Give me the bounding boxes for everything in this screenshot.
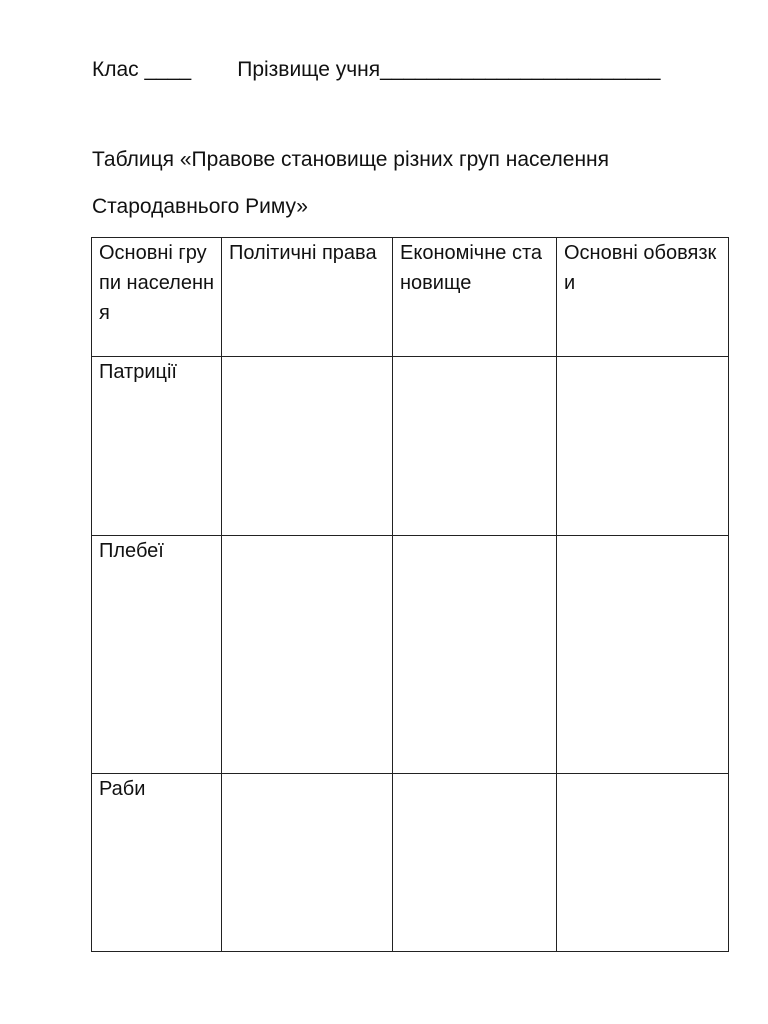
class-label: Клас ____	[92, 58, 192, 81]
row-label-patricians: Патриції	[92, 357, 222, 536]
answer-cell[interactable]	[393, 536, 557, 774]
answer-cell[interactable]	[393, 774, 557, 952]
table-title-line-1: Таблиця «Правове становище різних груп населення	[92, 148, 610, 171]
column-header-political-rights: Політичні права	[222, 238, 393, 357]
column-header-duties: Основні обовязки	[557, 238, 729, 357]
header-line	[92, 55, 660, 85]
answer-cell[interactable]	[222, 357, 393, 536]
legal-status-table	[91, 237, 729, 952]
answer-cell[interactable]	[557, 536, 729, 774]
answer-cell[interactable]	[557, 774, 729, 952]
answer-cell[interactable]	[222, 536, 393, 774]
table-title-line-2: Стародавнього Риму»	[92, 195, 308, 218]
answer-cell[interactable]	[393, 357, 557, 536]
table-row	[92, 357, 729, 536]
row-label-slaves: Раби	[92, 774, 222, 952]
column-header-economic-status: Економічне становище	[393, 238, 557, 357]
row-label-plebeians: Плебеї	[92, 536, 222, 774]
answer-cell[interactable]	[222, 774, 393, 952]
answer-cell[interactable]	[557, 357, 729, 536]
table-header-row	[92, 238, 729, 357]
student-name-label: Прізвище учня________________________	[237, 58, 661, 81]
column-header-groups: Основні групи населення	[92, 238, 222, 357]
table-row	[92, 774, 729, 952]
table-row	[92, 536, 729, 774]
